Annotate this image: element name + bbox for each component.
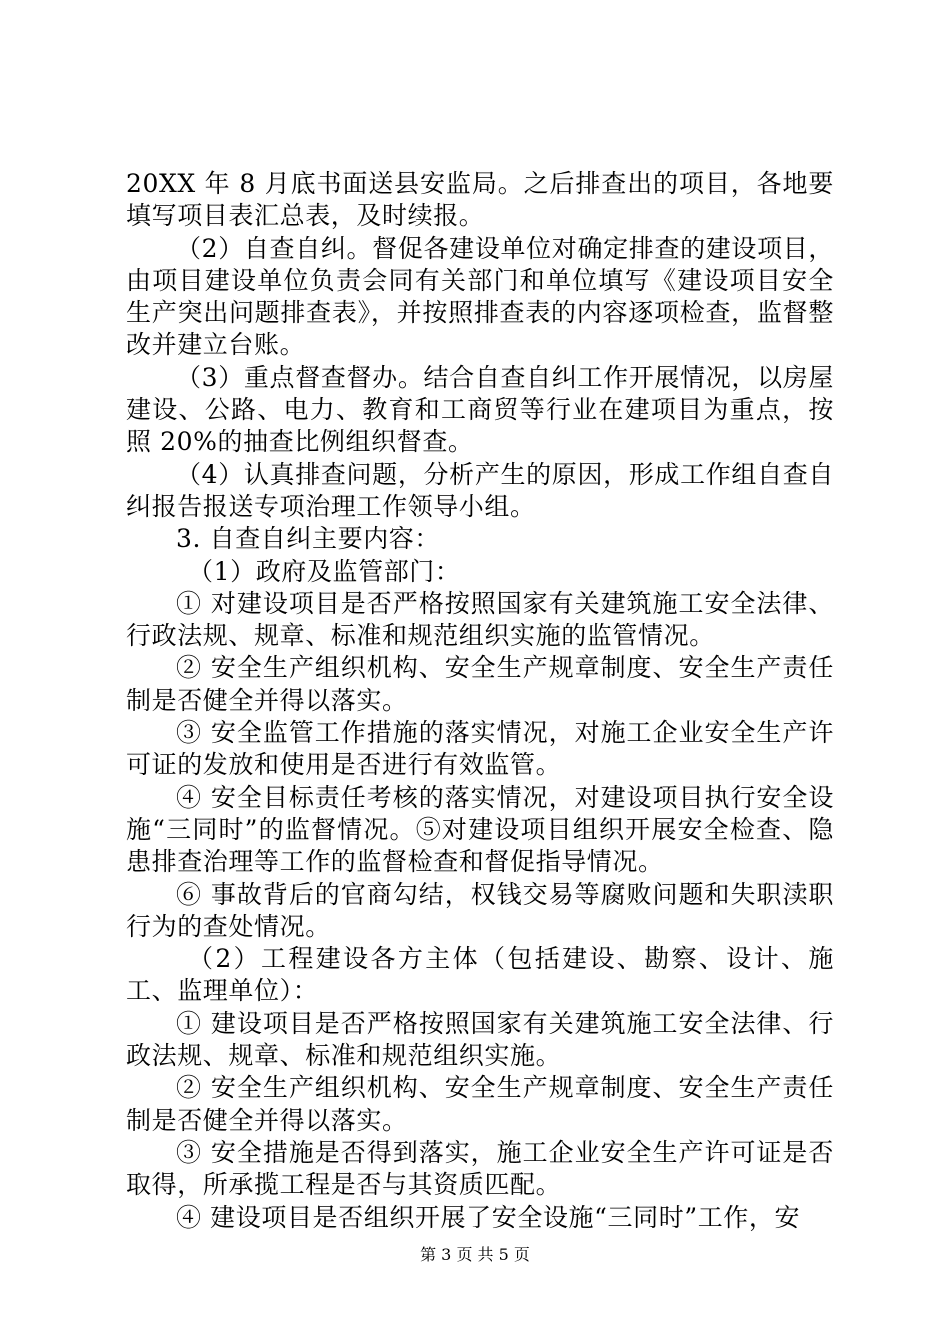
list-item-party-1: ① 建设项目是否严格按照国家有关建筑施工安全法律、行政法规、规章、标准和规范组织实施。 [126, 1008, 834, 1071]
list-item-gov-1: ① 对建设项目是否严格按照国家有关建筑施工安全法律、行政法规、规章、标准和规范组织实施的监管情况。 [126, 588, 834, 651]
subheading-government: （1）政府及监管部门： [188, 556, 461, 586]
list-item-gov-2: ② 安全生产组织机构、安全生产规章制度、安全生产责任制是否健全并得以落实。 [126, 653, 834, 715]
section-heading-main-content: 3. 自查自纠主要内容： [176, 524, 441, 554]
list-item-party-2: ② 安全生产组织机构、安全生产规章制度、安全生产责任制是否健全并得以落实。 [126, 1073, 834, 1135]
list-item-party-3: ③ 安全措施是否得到落实，施工企业安全生产许可证是否取得，所承揽工程是否与其资质匹配。 [126, 1137, 834, 1200]
paragraph-continuation: 20XX 年 8 月底书面送县安监局。之后排查出的项目，各地要填写项目表汇总表，及时续报。 [126, 169, 834, 231]
document-body [126, 168, 834, 1234]
page-footer: 第 3 页 共 5 页 [420, 1245, 530, 1264]
paragraph-key-supervision: （3）重点督查督办。结合自查自纠工作开展情况，以房屋建设、公路、电力、教育和工商贸等行业在建项目为重点，按照 20%的抽查比例组织督查。 [126, 362, 834, 457]
list-item-party-4: ④ 建设项目是否组织开展了安全设施“三同时”工作，安 [176, 1202, 801, 1232]
paragraph-self-check: （2）自查自纠。督促各建设单位对确定排查的建设项目，由项目建设单位负责会同有关部门和单位填写《建设项目安全生产突出问题排查表》，并按照排查表的内容逐项检查，监督整改并建立台账。 [126, 233, 834, 360]
list-item-gov-6: ⑥ 事故背后的官商勾结，权钱交易等腐败问题和失职渎职行为的查处情况。 [126, 879, 834, 941]
subheading-construction-parties: （2）工程建设各方主体（包括建设、勘察、设计、施工、监理单位）： [126, 944, 834, 1006]
list-item-gov-4-5: ④ 安全目标责任考核的落实情况，对建设项目执行安全设施“三同时”的监督情况。⑤对建设项目组织开展安全检查、隐患排查治理等工作的监督检查和督促指导情况。 [126, 782, 834, 877]
list-item-gov-3: ③ 安全监管工作措施的落实情况，对施工企业安全生产许可证的发放和使用是否进行有效监管。 [126, 718, 834, 780]
paragraph-investigate-problems: （4）认真排查问题，分析产生的原因，形成工作组自查自纠报告报送专项治理工作领导小组。 [126, 459, 834, 521]
